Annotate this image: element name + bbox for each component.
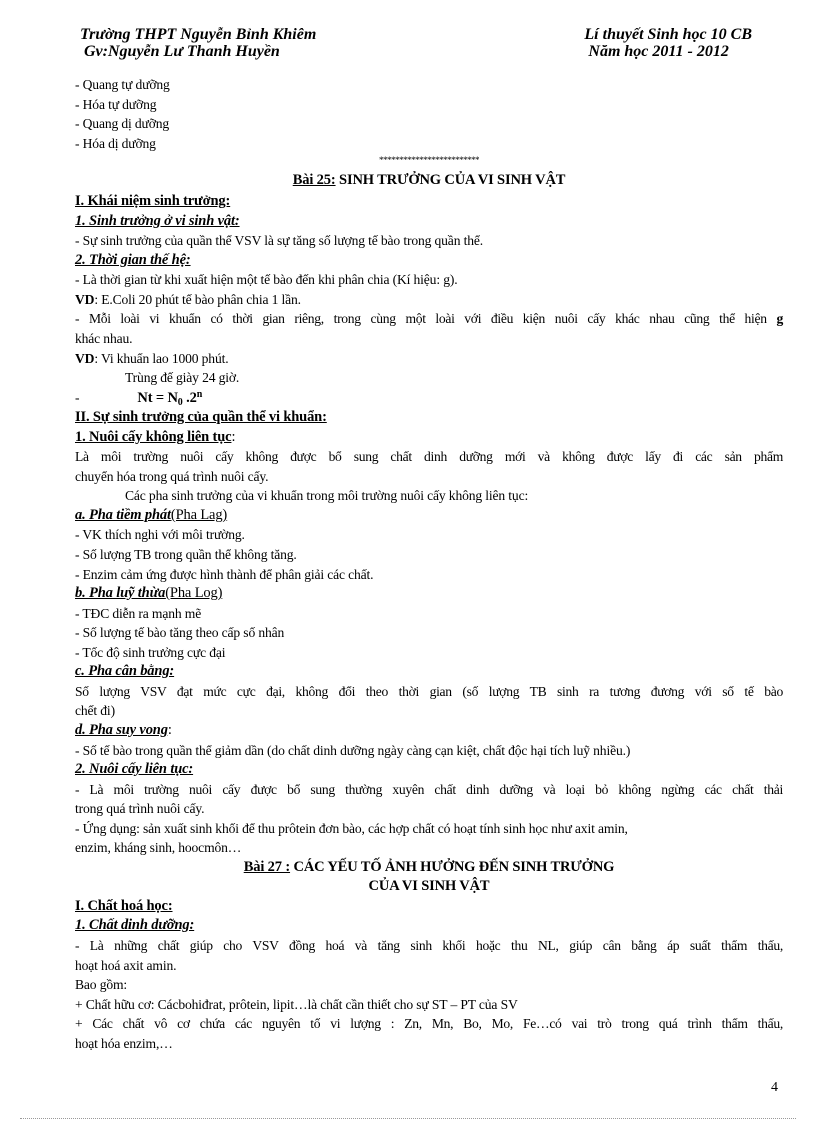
- paragraph-line: Các pha sinh trưởng của vi khuẩn trong môi trường nuôi cấy không liên tục:: [125, 488, 529, 504]
- list-item: - Quang dị dưỡng: [75, 116, 170, 132]
- phase-title: b. Pha luỹ thừa: [75, 585, 166, 602]
- colon: :: [231, 428, 236, 445]
- lesson-25-title: [75, 168, 783, 192]
- bullet-dash: -: [75, 389, 80, 405]
- school-year: Năm học 2011 - 2012: [588, 43, 729, 60]
- list-item: - VK thích nghi với môi trường.: [75, 527, 245, 543]
- section-heading: I. Khái niệm sinh trưởng:: [75, 193, 231, 210]
- lesson-label: Bài 27 :: [243, 858, 291, 875]
- phase-heading: [75, 506, 783, 526]
- formula-main: Nt = N: [137, 389, 178, 406]
- subsection-heading: 1. Sinh trưởng ở vi sinh vật:: [75, 212, 240, 229]
- list-item: - Enzim cảm ứng được hình thành để phân giải các chất.: [75, 566, 374, 582]
- lesson-label: Bài 25:: [292, 172, 336, 189]
- lesson-27-title-cont: CỦA VI SINH VẬT: [368, 878, 490, 895]
- paragraph-line: Bao gồm:: [75, 977, 128, 993]
- paragraph-line: - Ứng dụng: sản xuất sinh khối để thu prôtein đơn bào, các hợp chất có hoạt tính sinh học như axit amin,: [75, 820, 628, 836]
- subsection-heading: [75, 428, 783, 448]
- page-bottom-divider: [20, 1118, 796, 1119]
- paragraph-line: enzim, kháng sinh, hoocmôn…: [75, 840, 242, 856]
- example-line: Trùng đế giày 24 giờ.: [125, 370, 240, 386]
- header-left: [80, 26, 316, 60]
- list-item: - Hóa tự dưỡng: [75, 96, 157, 112]
- list-item: - Hóa dị dưỡng: [75, 135, 156, 151]
- section-heading: II. Sự sinh trưởng của quần thể vi khuẩn:: [75, 409, 327, 426]
- paragraph-line: - Là môi trường nuôi cấy được bổ sung thường xuyên chất dinh dưỡng và loại bỏ không ngừng các chất thải: [75, 781, 783, 797]
- separator: *************************: [379, 155, 479, 166]
- paragraph-line: - Là những chất giúp cho VSV đồng hoá và tăng sinh khối hoặc thu NL, giúp cân bằng áp suất thẩm thấu,: [75, 937, 783, 953]
- list-item: - Số tế bào trong quần thể giảm dần (do chất dinh dưỡng ngày càng cạn kiệt, chất độc hại tích luỹ nhiều.): [75, 742, 631, 758]
- paragraph-line: [75, 309, 783, 329]
- subsection-heading: 2. Thời gian thế hệ:: [75, 251, 191, 268]
- subject-title: Lí thuyết Sinh học 10 CB: [584, 26, 752, 43]
- paragraph-line: - Sự sinh trưởng của quần thể VSV là sự tăng số lượng tế bào trong quần thể.: [75, 233, 483, 249]
- formula-exponent: n: [196, 388, 203, 400]
- example-text: : E.Coli 20 phút tế bào phân chia 1 lần.: [94, 291, 301, 307]
- paragraph-line: khác nhau.: [75, 331, 133, 347]
- paragraph-line: trong quá trình nuôi cấy.: [75, 801, 205, 817]
- paragraph-line: Là môi trường nuôi cấy không được bổ sung chất dinh dưỡng mới và không được lấy đi các sản phẩm: [75, 449, 783, 465]
- phase-title: d. Pha suy vong: [75, 721, 168, 738]
- phase-name: (Pha Lag): [170, 506, 228, 523]
- list-item: - TĐC diễn ra mạnh mẽ: [75, 605, 202, 621]
- example-label: VD: [75, 291, 95, 307]
- list-item: + Các chất vô cơ chứa các nguyên tố vi lượng : Zn, Mn, Bo, Mo, Fe…có vai trò trong quá trình thẩm thấu,: [75, 1016, 783, 1032]
- phase-heading: [75, 584, 783, 604]
- lesson-name: CÁC YẾU TỐ ẢNH HƯỞNG ĐẾN SINH TRƯỞNG: [290, 858, 615, 875]
- header-right: [584, 26, 752, 60]
- paragraph-line: hoạt hoá axit amin.: [75, 957, 177, 973]
- page-number: 4: [771, 1080, 778, 1095]
- example-line: [75, 290, 783, 310]
- paragraph-line: Số lượng VSV đạt mức cực đại, không đổi theo thời gian (số lượng TB sinh ra tương đương với số tế bào: [75, 683, 783, 699]
- example-label: VD: [75, 350, 95, 366]
- phase-name: (Pha Log): [165, 585, 223, 602]
- symbol-g: g: [776, 311, 783, 327]
- formula-base: .2: [182, 389, 197, 406]
- paragraph-text: - Mỗi loài vi khuẩn có thời gian riêng, trong cùng một loài với điều kiện nuôi cấy khác nhau cũng thể hiện: [75, 311, 767, 327]
- phase-heading: [75, 721, 783, 741]
- list-item: - Quang tự dưỡng: [75, 77, 170, 92]
- formula-line: [75, 388, 783, 409]
- paragraph-line: chuyển hóa trong quá trình nuôi cấy.: [75, 468, 269, 484]
- document-body: [75, 75, 783, 1053]
- phase-title: a. Pha tiềm phát: [75, 506, 171, 523]
- phase-heading: c. Pha cân bằng:: [75, 663, 175, 680]
- list-item: - Số lượng tế bào tăng theo cấp số nhân: [75, 625, 285, 641]
- paragraph-line: chết đi): [75, 703, 115, 719]
- lesson-27-title: [75, 858, 783, 878]
- paragraph-line: - Là thời gian từ khi xuất hiện một tế bào đến khi phân chia (Kí hiệu: g).: [75, 272, 458, 288]
- school-name: Trường THPT Nguyễn Bỉnh Khiêm: [80, 26, 317, 43]
- list-item: - Tốc độ sinh trưởng cực đại: [75, 644, 226, 660]
- example-text: : Vi khuẩn lao 1000 phút.: [94, 350, 229, 366]
- lesson-name: SINH TRƯỞNG CỦA VI SINH VẬT: [335, 172, 566, 189]
- section-heading: I. Chất hoá học:: [75, 897, 173, 914]
- subsection-title: 1. Nuôi cấy không liên tục: [75, 428, 232, 445]
- teacher-name: Gv:Nguyễn Lư Thanh Huyền: [84, 43, 280, 60]
- subsection-heading: 2. Nuôi cấy liên tục:: [75, 761, 194, 778]
- list-item: - Số lượng TB trong quần thể không tăng.: [75, 547, 297, 563]
- paragraph-line: hoạt hóa enzim,…: [75, 1035, 173, 1051]
- formula-subscript: 0: [177, 396, 183, 408]
- formula: [137, 390, 202, 406]
- example-line: [75, 349, 783, 369]
- subsection-heading: 1. Chất dinh dưỡng:: [75, 917, 195, 934]
- colon: :: [167, 721, 172, 738]
- list-item: + Chất hữu cơ: Cácbohiđrat, prôtein, lipit…là chất cần thiết cho sự ST – PT của SV: [75, 996, 518, 1012]
